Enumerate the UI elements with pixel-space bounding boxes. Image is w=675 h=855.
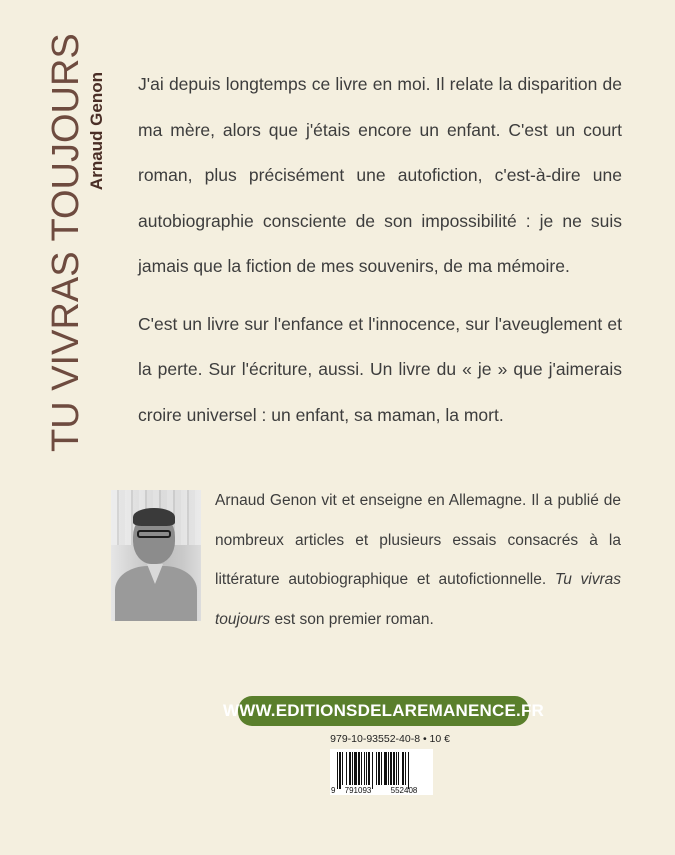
bio-text-end: est son premier roman. <box>270 610 434 628</box>
barcode-bar <box>361 752 362 785</box>
blurb-paragraph-2: C'est un livre sur l'enfance et l'innocence, sur l'aveuglement et la perte. Sur l'écriture, aussi. Un livre du « je » que j'aimerais croire universel : un enfant, sa maman, la mort. <box>138 313 622 425</box>
barcode-bar <box>393 752 395 785</box>
author-bio <box>215 481 621 639</box>
publisher-url[interactable]: WWW.EDITIONSDELAREMANENCE.FR <box>238 696 529 726</box>
barcode-bars <box>337 752 409 789</box>
barcode-bar <box>339 752 341 789</box>
barcode-bar <box>396 752 397 785</box>
barcode-bar <box>402 752 404 785</box>
bio-text-start: Arnaud Genon vit et enseigne en Allemagne. Il a publié de nombreux articles et plusieurs essais consacrés à la littérature autobiographique et autofictionnelle. <box>215 492 621 588</box>
barcode-bar <box>398 752 399 785</box>
barcode-bar <box>368 752 370 785</box>
barcode-digits-left: 791093 <box>344 786 372 795</box>
barcode-bar <box>390 752 392 785</box>
glasses-icon <box>137 530 171 538</box>
barcode-bar <box>372 752 373 789</box>
blurb-paragraph-1: J'ai depuis longtemps ce livre en moi. Il relate la disparition de ma mère, alors que j'étais encore un enfant. C'est un court roman, plus précisément une autofiction, c'est-à-dire une autobiographie consciente de son impossibilité : je ne suis jamais que la fiction de mes souvenirs, de ma mémoire. <box>138 74 622 276</box>
barcode-bar <box>342 752 343 785</box>
barcode-bar <box>354 752 357 785</box>
barcode-digit-first: 9 <box>331 786 336 795</box>
barcode-bar <box>381 752 382 785</box>
barcode-bar <box>378 752 380 785</box>
book-title: TU VIVRAS TOUJOURS <box>45 33 87 452</box>
barcode-bar <box>364 752 365 785</box>
barcode <box>330 749 433 795</box>
barcode-bar <box>376 752 377 785</box>
barcode-bar <box>358 752 360 785</box>
author-photo <box>111 490 201 621</box>
author-name: Arnaud Genon <box>87 72 106 191</box>
spine <box>44 33 114 452</box>
barcode-bar <box>337 752 338 789</box>
barcode-bar <box>388 752 389 785</box>
barcode-bar <box>366 752 367 785</box>
barcode-bar <box>408 752 409 789</box>
blurb <box>138 62 622 450</box>
barcode-bar <box>349 752 351 785</box>
barcode-bar <box>384 752 387 785</box>
barcode-digits-right: 552408 <box>390 786 418 795</box>
barcode-bar <box>352 752 353 785</box>
bio-book-title: Tu vivras toujours <box>215 571 621 628</box>
isbn-price: 979-10-93552-40-8 • 10 € <box>330 733 450 745</box>
barcode-bar <box>346 752 347 785</box>
author-hair <box>133 508 175 526</box>
barcode-bar <box>405 752 406 785</box>
barcode-graphic <box>330 749 433 795</box>
